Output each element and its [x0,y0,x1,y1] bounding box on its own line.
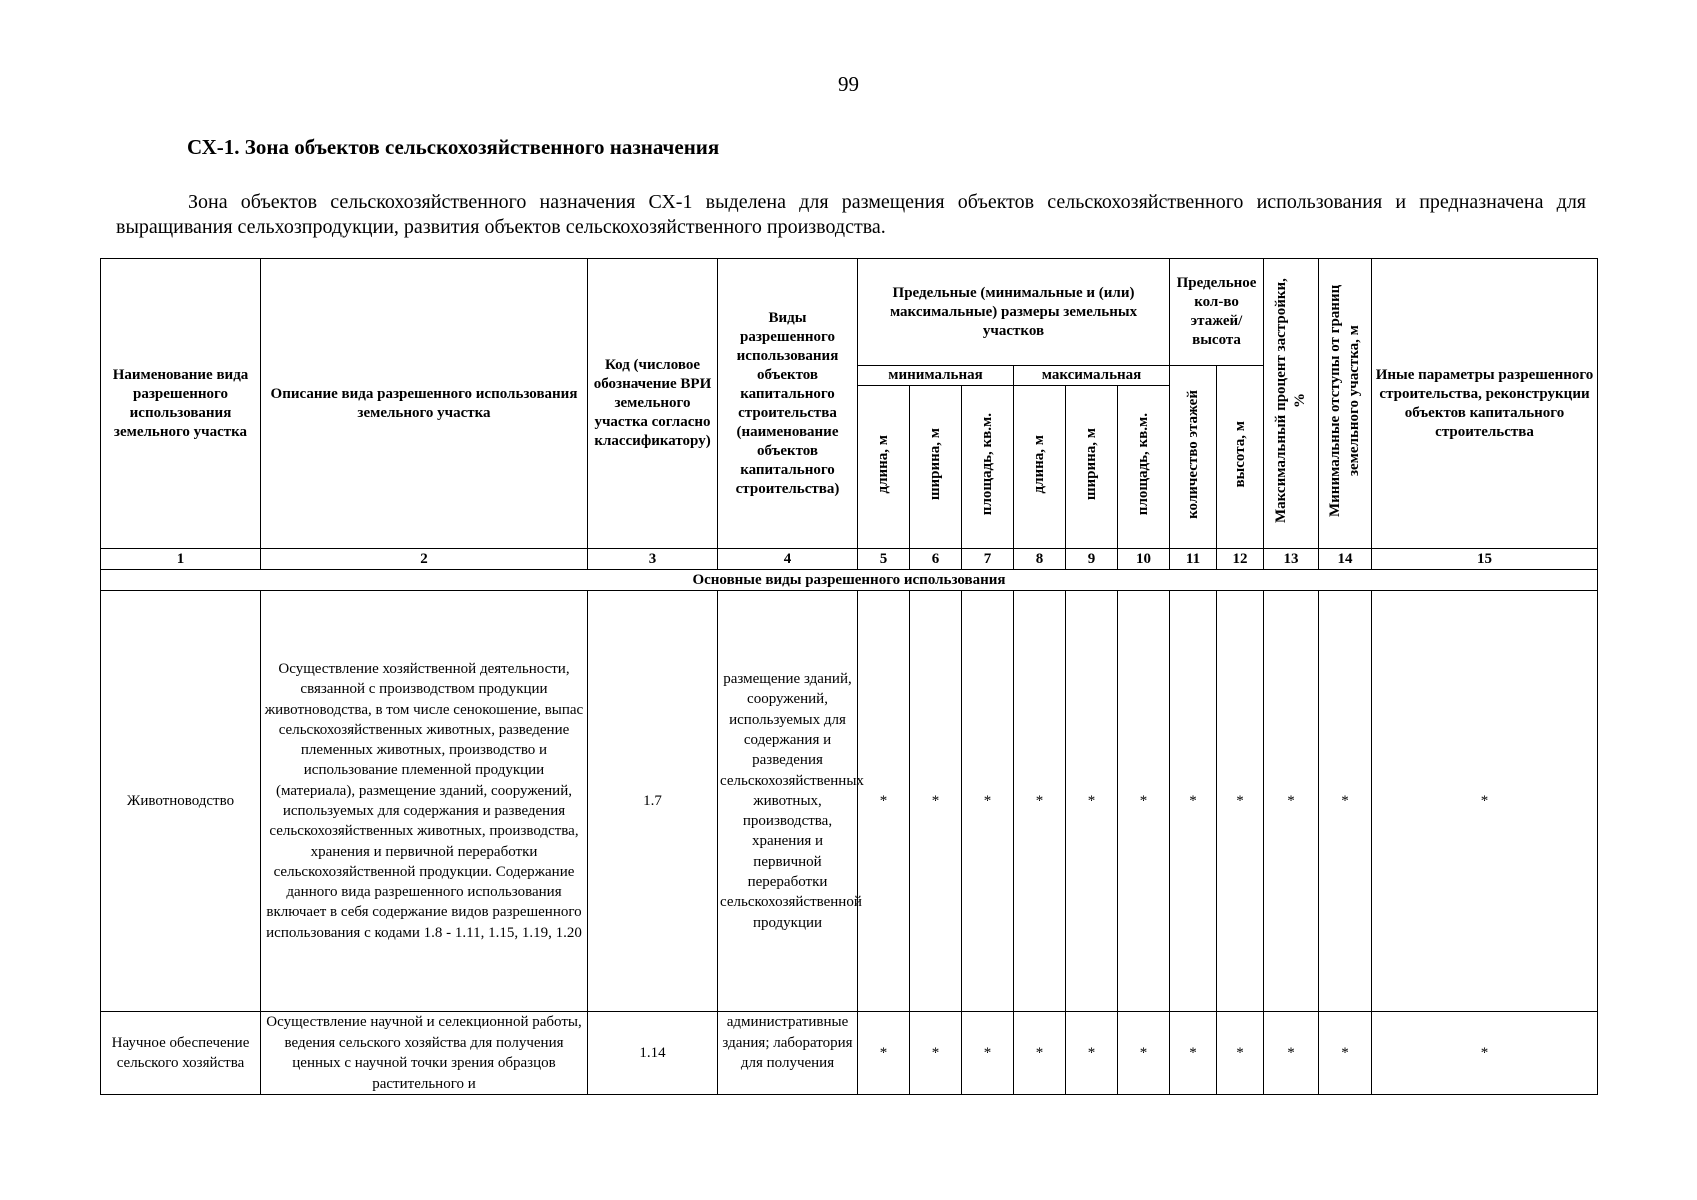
value-cell: * [910,1012,962,1095]
header-max-area: площадь, кв.м. [1118,386,1170,549]
column-number: 5 [858,549,910,570]
header-floors-height: Предельное кол-во этажей/ высота [1170,259,1264,366]
table-row [101,1012,1598,1095]
row-objects: административные здания; лаборатория для получения [718,1012,858,1095]
header-other-params: Иные параметры разрешенного строительства, реконструкции объектов капитального строительства [1372,259,1598,549]
column-number: 4 [718,549,858,570]
row-code: 1.7 [588,591,718,1012]
header-min-area: площадь, кв.м. [962,386,1014,549]
column-number: 2 [261,549,588,570]
header-min-setbacks: Минимальные отступы от границ земельного участка, м [1319,259,1372,549]
row-description: Осуществление научной и селекционной работы, ведения сельского хозяйства для получения ценных с научной точки зрения образцов растительного и [261,1012,588,1095]
row-name: Научное обеспечение сельского хозяйства [101,1012,261,1095]
value-cell: * [1319,1012,1372,1095]
header-minimal: минимальная [858,366,1014,386]
header-maximal: максимальная [1014,366,1170,386]
header-max-length: длина, м [1014,386,1066,549]
value-cell: * [1217,1012,1264,1095]
value-cell: * [1264,591,1319,1012]
column-number: 11 [1170,549,1217,570]
value-cell: * [1066,1012,1118,1095]
header-height: высота, м [1217,366,1264,549]
column-number: 15 [1372,549,1598,570]
header-floor-count: количество этажей [1170,366,1217,549]
column-number: 8 [1014,549,1066,570]
header-min-width: ширина, м [910,386,962,549]
value-cell: * [962,591,1014,1012]
value-cell: * [1066,591,1118,1012]
value-cell: * [1118,591,1170,1012]
value-cell: * [1372,591,1598,1012]
header-min-length: длина, м [858,386,910,549]
table-row [101,591,1598,1012]
value-cell: * [910,591,962,1012]
header-objects: Виды разрешенного использования объектов капитального строительства (наименование объектов капитального строительства) [718,259,858,549]
value-cell: * [1217,591,1264,1012]
zone-heading: СХ-1. Зона объектов сельскохозяйственного назначения [187,135,720,159]
regulations-table [100,258,1598,1095]
value-cell: * [858,1012,910,1095]
column-number: 12 [1217,549,1264,570]
column-number: 13 [1264,549,1319,570]
column-number: 7 [962,549,1014,570]
value-cell: * [858,591,910,1012]
column-number: 6 [910,549,962,570]
column-number: 10 [1118,549,1170,570]
header-plot-sizes: Предельные (минимальные и (или) максимальные) размеры земельных участков [858,259,1170,366]
column-number: 1 [101,549,261,570]
value-cell: * [1170,591,1217,1012]
value-cell: * [1319,591,1372,1012]
section-title: Основные виды разрешенного использования [101,570,1598,591]
header-name: Наименование вида разрешенного использования земельного участка [101,259,261,549]
header-max-width: ширина, м [1066,386,1118,549]
column-number: 9 [1066,549,1118,570]
value-cell: * [962,1012,1014,1095]
column-number: 3 [588,549,718,570]
value-cell: * [1014,591,1066,1012]
row-description: Осуществление хозяйственной деятельности, связанной с производством продукции животноводства, в том числе сенокошение, выпас сельскохозяйственных животных, разведение племенных животных, производство и использование племенной продукции (материала), размещение зданий, сооружений, используемых для содержания и разведения сельскохозяйственных животных, производства, хранения и первичной переработки сельскохозяйственной продукции. Содержание данного вида разрешенного использования включает в себя содержание видов разрешенного использования с кодами 1.8 - 1.11, 1.15, 1.19, 1.20 [261,591,588,1012]
header-description: Описание вида разрешенного использования земельного участка [261,259,588,549]
header-max-build-percent: Максимальный процент застройки, % [1264,259,1319,549]
value-cell: * [1170,1012,1217,1095]
value-cell: * [1118,1012,1170,1095]
row-name: Животноводство [101,591,261,1012]
value-cell: * [1264,1012,1319,1095]
row-code: 1.14 [588,1012,718,1095]
page-number: 99 [838,72,859,96]
value-cell: * [1014,1012,1066,1095]
column-number: 14 [1319,549,1372,570]
row-objects: размещение зданий, сооружений, используемых для содержания и разведения сельскохозяйственных животных, производства, хранения и первичной переработки сельскохозяйственной продукции [718,591,858,1012]
intro-paragraph: Зона объектов сельскохозяйственного назначения СХ-1 выделена для размещения объектов сельскохозяйственного использования и предназначена для выращивания сельхозпродукции, развития объектов сельскохозяйственного производства. [116,191,1586,238]
value-cell: * [1372,1012,1598,1095]
header-code: Код (числовое обозначение ВРИ земельного участка согласно классификатору) [588,259,718,549]
